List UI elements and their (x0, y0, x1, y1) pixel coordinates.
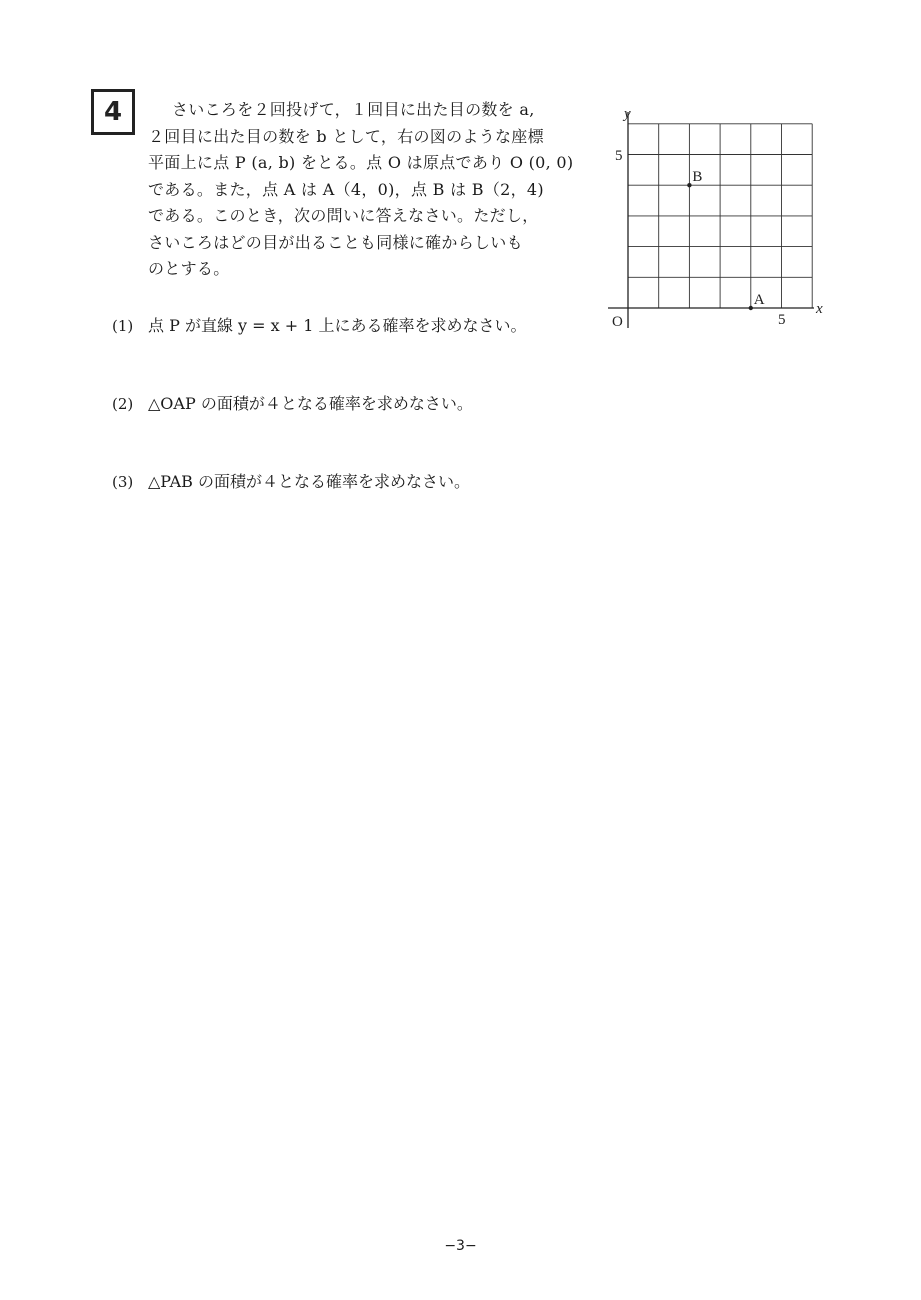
intro-line: ２回目に出た目の数を b として，右の図のような座標 (148, 126, 544, 146)
question-2 (112, 391, 473, 417)
question-number: (2) (112, 395, 134, 413)
point-b (687, 183, 691, 187)
question-number: (3) (112, 473, 134, 491)
point-label-a: A (753, 292, 765, 308)
point-label-b: B (692, 169, 703, 186)
problem-number-box (91, 89, 135, 135)
intro-line: 平面上に点 P (a, b) をとる。点 O は原点であり O (0, 0) (148, 153, 574, 172)
y-tick-label: 5 (615, 148, 623, 164)
question-text: △OAP の面積が４となる確率を求めなさい。 (148, 394, 473, 413)
question-text: 点 P が直線 y = x + 1 上にある確率を求めなさい。 (148, 316, 527, 335)
points-layer (687, 169, 765, 310)
page-number: −3− (444, 1238, 477, 1254)
x-axis-label: x (816, 301, 823, 317)
intro-line: さいころはどの目が出ることも同様に確からしいも (148, 232, 523, 252)
problem-intro (148, 97, 578, 283)
intro-line: である。このとき，次の問いに答えなさい。ただし， (148, 206, 539, 225)
question-1 (112, 313, 527, 339)
question-3 (112, 469, 470, 495)
problem-number: 4 (103, 97, 123, 127)
intro-line: である。また，点 A は A（4，0)，点 B は B（2，4) (148, 179, 544, 199)
origin-label: O (612, 314, 623, 330)
question-number: (1) (112, 317, 134, 335)
intro-line: のとする。 (148, 259, 230, 278)
coordinate-graph (600, 96, 840, 336)
y-axis-label: y (624, 106, 631, 122)
point-a (749, 306, 753, 310)
x-tick-label: 5 (778, 312, 786, 328)
question-text: △PAB の面積が４となる確率を求めなさい。 (148, 472, 471, 491)
intro-line: さいころを２回投げて，１回目に出た目の数を a, (172, 100, 535, 119)
grid (628, 124, 812, 308)
